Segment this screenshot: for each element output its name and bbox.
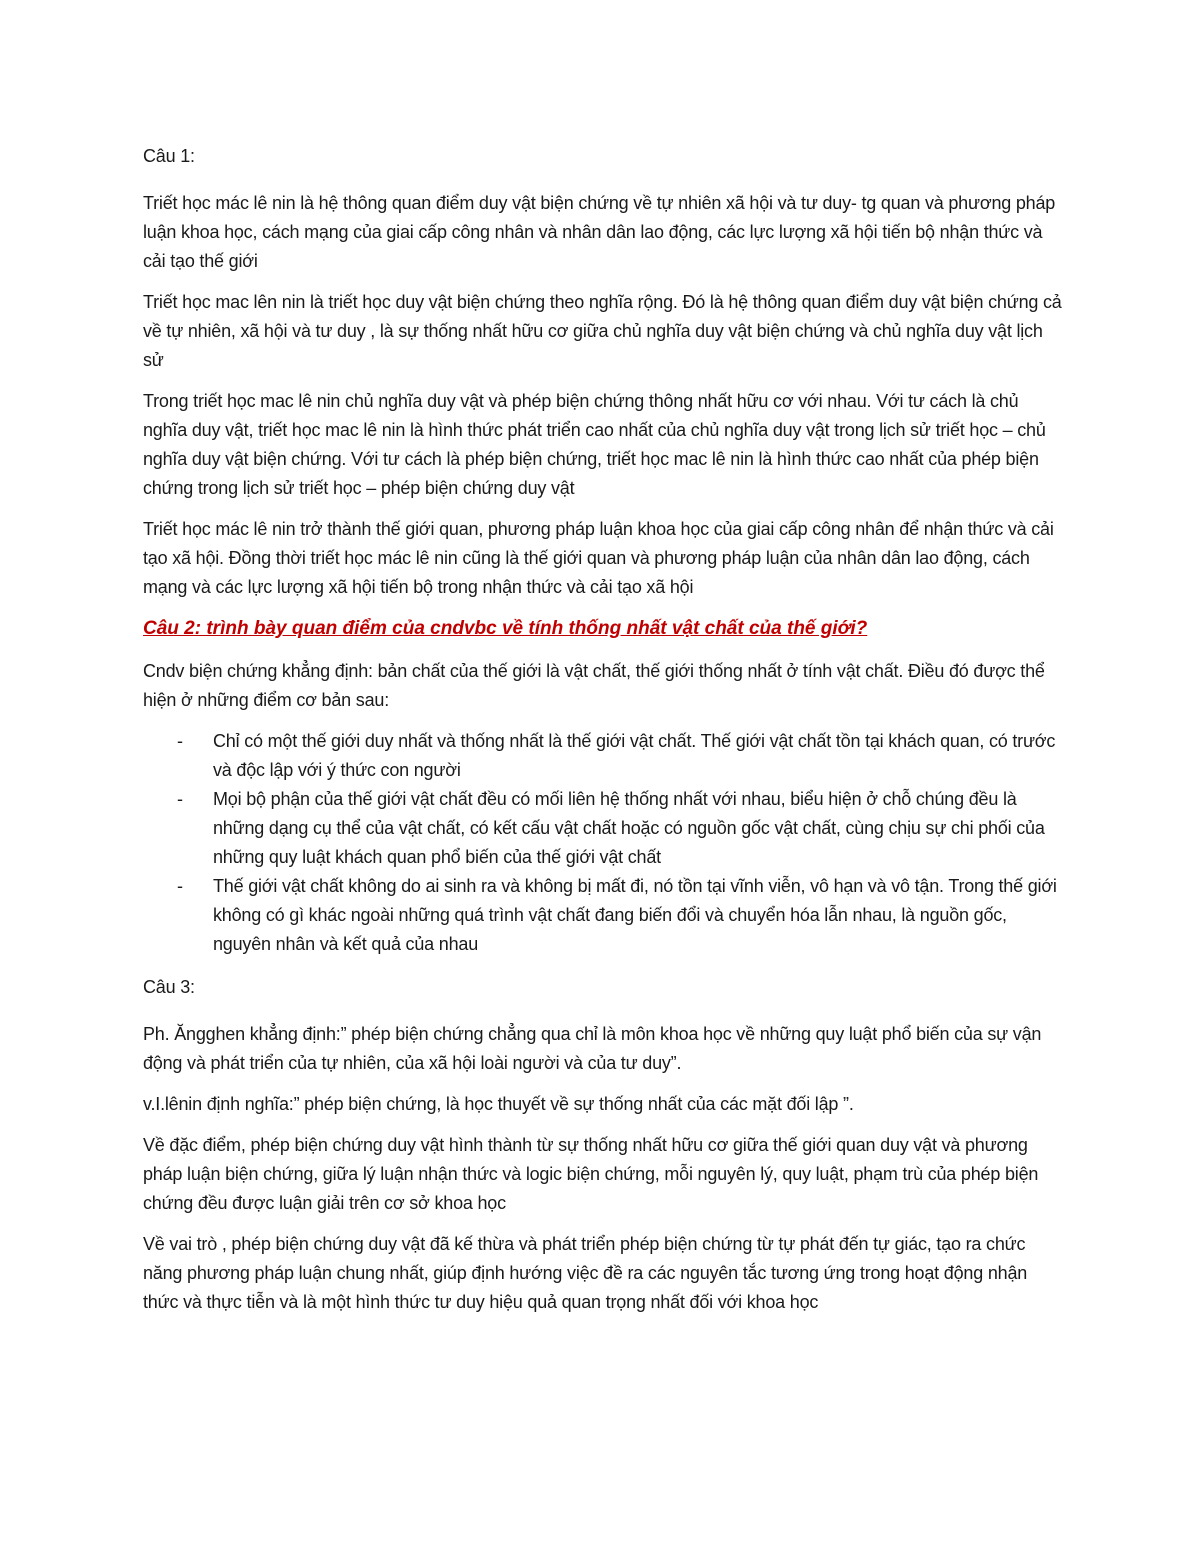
list-item	[143, 727, 1063, 785]
list-item	[143, 785, 1063, 872]
question-3-label: Câu 3:	[143, 977, 195, 997]
question-1-paragraph: Trong triết học mac lê nin chủ nghĩa duy vật và phép biện chứng thông nhất hữu cơ với nhau. Với tư cách là chủ nghĩa duy vật, triết học mac lê nin là hình thức phát triển cao nhất của chủ nghĩa duy vật trong lịch sử triết học – chủ nghĩa duy vật biện chứng. Với tư cách là phép biện chứng, triết học mac lê nin là hình thức cao nhất của phép biện chứng trong lịch sử triết học – phép biện chứng duy vật	[143, 391, 1046, 498]
list-item	[143, 872, 1063, 959]
list-item-text: Thế giới vật chất không do ai sinh ra và không bị mất đi, nó tồn tại vĩnh viễn, vô hạn và vô tận. Trong thế giới không có gì khác ngoài những quá trình vật chất đang biến đổi và chuyển hóa lẫn nhau, là nguồn gốc, nguyên nhân và kết quả của nhau	[213, 876, 1057, 954]
question-3-paragraph: Về vai trò , phép biện chứng duy vật đã kế thừa và phát triển phép biện chứng từ tự phát đến tự giác, tạo ra chức năng phương pháp luận chung nhất, giúp định hướng việc đề ra các nguyên tắc tương ứng trong hoạt động nhận thức và thực tiễn và là một hình thức tư duy hiệu quả quan trọng nhất đối với khoa học	[143, 1234, 1028, 1312]
question-1-paragraph: Triết học mác lê nin trở thành thế giới quan, phương pháp luận khoa học của giai cấp công nhân để nhận thức và cải tạo xã hội. Đồng thời triết học mác lê nin cũng là thế giới quan và phương pháp luận của nhân dân lao động, cách mạng và các lực lượng xã hội tiến bộ trong nhận thức và cải tạo xã hội	[143, 519, 1054, 597]
question-2-bullet-list	[143, 727, 1063, 959]
question-2-intro: Cndv biện chứng khẳng định: bản chất của thế giới là vật chất, thế giới thống nhất ở tính vật chất. Điều đó được thể hiện ở những điểm cơ bản sau:	[143, 661, 1045, 710]
dash-bullet: -	[177, 731, 183, 751]
question-2-heading: Câu 2: trình bày quan điểm của cndvbc về tính thống nhất vật chất của thế giới?	[143, 618, 868, 639]
dash-bullet: -	[177, 789, 183, 809]
question-1-paragraph: Triết học mác lê nin là hệ thông quan điểm duy vật biện chứng về tự nhiên xã hội và tư duy- tg quan và phương pháp luận khoa học, cách mạng của giai cấp công nhân và nhân dân lao động, các lực lượng xã hội tiến bộ nhận thức và cải tạo thế giới	[143, 193, 1056, 271]
question-1-label: Câu 1:	[143, 146, 195, 166]
question-3-paragraph: Ph. Ăngghen khẳng định:” phép biện chứng chẳng qua chỉ là môn khoa học về những quy luật phổ biến của sự vận động và phát triển của tự nhiên, của xã hội loài người và của tư duy”.	[143, 1024, 1042, 1073]
list-item-text: Chỉ có một thế giới duy nhất và thống nhất là thế giới vật chất. Thế giới vật chất tồn tại khách quan, có trước và độc lập với ý thức con người	[213, 731, 1056, 780]
question-3-paragraph: Về đặc điểm, phép biện chứng duy vật hình thành từ sự thống nhất hữu cơ giữa thế giới quan duy vật và phương pháp luận biện chứng, giữa lý luận nhận thức và logic biện chứng, mỗi nguyên lý, quy luật, phạm trù của phép biện chứng đều được luận giải trên cơ sở khoa học	[143, 1135, 1039, 1213]
question-1-paragraph: Triết học mac lên nin là triết học duy vật biện chứng theo nghĩa rộng. Đó là hệ thông quan điểm duy vật biện chứng cả về tự nhiên, xã hội và tư duy , là sự thống nhất hữu cơ giữa chủ nghĩa duy vật biện chứng và chủ nghĩa duy vật lịch sử	[143, 292, 1062, 370]
list-item-text: Mọi bộ phận của thế giới vật chất đều có mối liên hệ thống nhất với nhau, biểu hiện ở chỗ chúng đều là những dạng cụ thể của vật chất, có kết cấu vật chất hoặc có nguồn gốc vật chất, cùng chịu sự chi phối của những quy luật khách quan phổ biến của thế giới vật chất	[213, 789, 1045, 867]
document-page	[143, 142, 1063, 1329]
dash-bullet: -	[177, 876, 183, 896]
question-3-paragraph: v.I.lênin định nghĩa:” phép biện chứng, là học thuyết về sự thống nhất của các mặt đối lập ”.	[143, 1094, 854, 1114]
